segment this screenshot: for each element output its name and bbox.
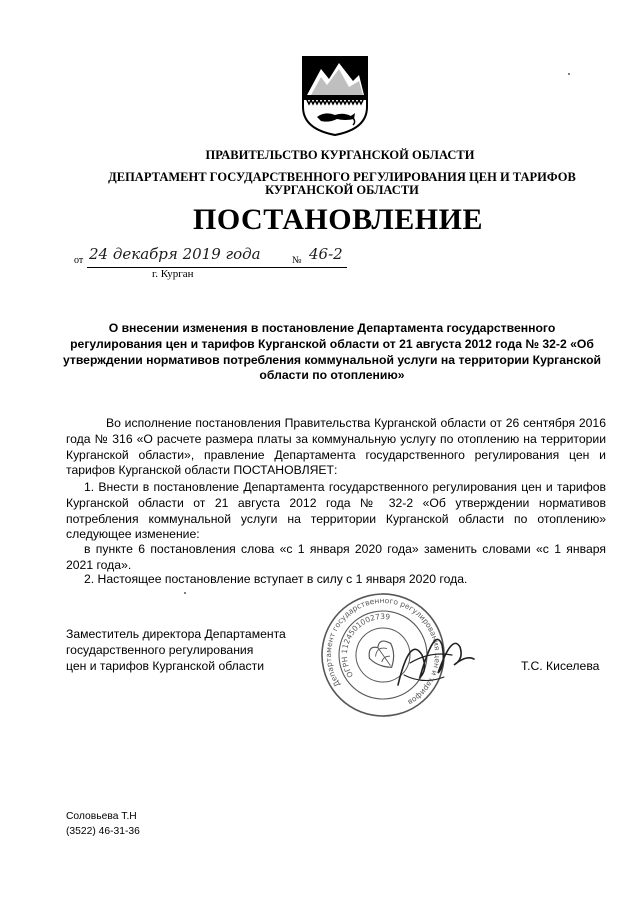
scan-speck (184, 592, 186, 594)
signer-name: Т.С. Киселева (521, 659, 600, 673)
position-line-2: государственного регулирования (66, 642, 254, 657)
department-name-line1: ДЕПАРТАМЕНТ ГОСУДАРСТВЕННОГО РЕГУЛИРОВАНИЯ ЦЕН И ТАРИФОВ (108, 170, 576, 184)
number-prefix: № (292, 255, 302, 266)
number-underline (301, 267, 341, 268)
date-prefix: от (74, 255, 84, 266)
document-subject: О внесении изменения в постановление Департамента государственного регулирования цен и тарифов Курганской области от 21 августа 2012 года № 32-2 «Об утверждении нормативов потребления коммунальной услуги на территории Курганской области по отоплению» (62, 321, 602, 383)
handwritten-date: 24 декабря 2019 года (89, 245, 261, 263)
stamp-outer-text: Департамент государственного регулирования цен и тарифов (323, 595, 443, 708)
document-title: ПОСТАНОВЛЕНИЕ (193, 203, 483, 236)
position-line-1: Заместитель директора Департамента (66, 627, 286, 641)
contact-name: Соловьева Т.Н (66, 811, 137, 822)
coat-of-arms-icon (301, 55, 369, 137)
stamp-inner-text: ОГРН 1124501002739 (339, 611, 391, 680)
contact-phone: (3522) 46-31-36 (66, 825, 140, 837)
city-label: г. Курган (152, 268, 194, 280)
position-line-3: цен и тарифов Курганской области (66, 658, 265, 673)
intro-paragraph: Во исполнение постановления Правительства Курганской области от 26 сентября 2016 года № 316 «О расчете размера платы за коммунальную услугу по отоплению на территории Курганской области», правление Департамента государственного регулирования цен и тарифов Курганской области ПОСТАНОВЛЯЕТ: (66, 416, 606, 478)
item-2-paragraph: 2. Настоящее постановление вступает в силу с 1 января 2020 года. (84, 572, 468, 586)
handwritten-signature-icon (380, 615, 480, 705)
item-1-change-paragraph: в пункте 6 постановления слова «с 1 января 2020 года» заменить словами «с 1 января 2021 года». (66, 542, 606, 572)
handwritten-number: 46-2 (309, 245, 343, 263)
department-name-line2: КУРГАНСКОЙ ОБЛАСТИ (265, 183, 419, 197)
government-name: ПРАВИТЕЛЬСТВО КУРГАНСКОЙ ОБЛАСТИ (205, 148, 475, 162)
scan-speck (568, 73, 570, 75)
contact-footer (66, 810, 140, 839)
signatory-position (66, 627, 286, 674)
item-1-paragraph: 1. Внести в постановление Департамента государственного регулирования цен и тарифов Курганской области от 21 августа 2012 года № 32-2 «Об утверждении нормативов потребления коммунальной услуги на территории Курганской области по отоплению» следующее изменение: (66, 480, 606, 542)
